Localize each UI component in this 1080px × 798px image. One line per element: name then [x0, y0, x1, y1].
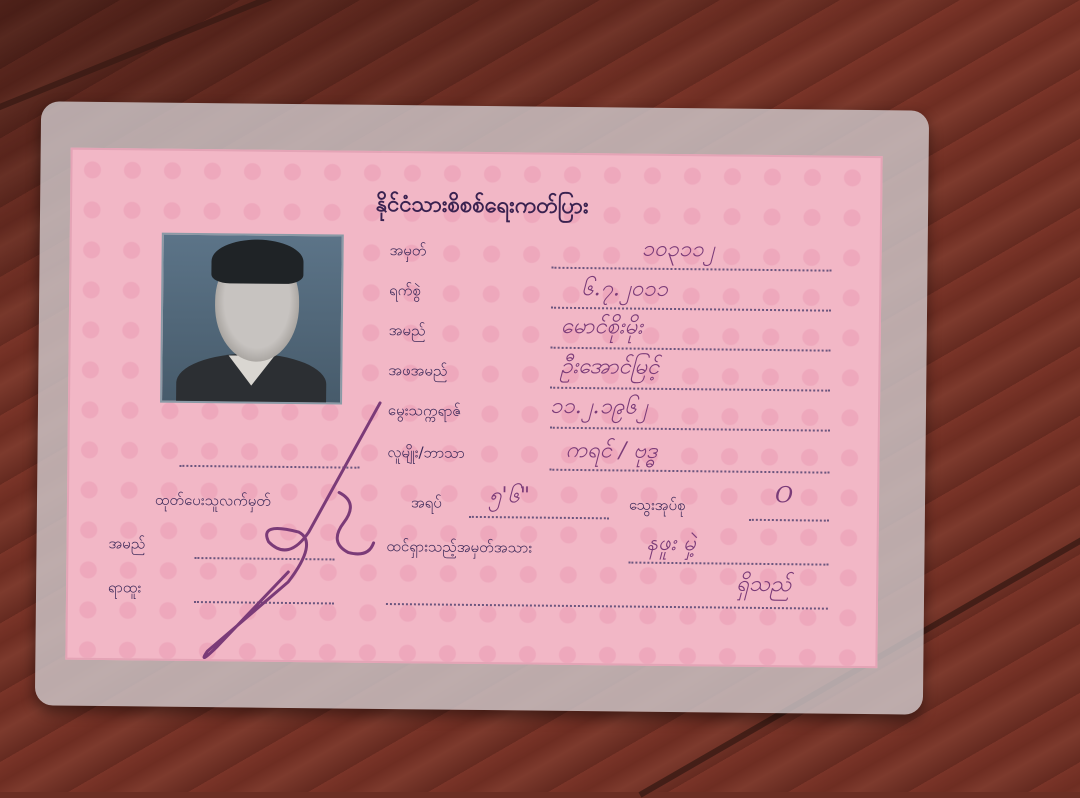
photo-hair [211, 239, 303, 284]
card-title: နိုင်ငံသားစိစစ်ရေးကတ်ပြား [302, 188, 662, 225]
date-label: ရက်စွဲ [389, 281, 421, 303]
distinctive-mark-dots [628, 562, 828, 566]
id-photo [160, 233, 344, 405]
distinctive-mark-value: နဖူး မှဲ့ [646, 528, 695, 562]
number-value: ၁၀၃၁၁၂ [641, 234, 714, 268]
height-value: ၅'၆" [489, 480, 530, 513]
issuer-name-label: အမည် [108, 534, 145, 556]
father-name-label: အဖအမည် [388, 361, 447, 384]
birth-date-label: မွေးသက္ကရာဇ် [388, 401, 462, 424]
height-dots [469, 516, 609, 519]
race-religion-dots [549, 469, 829, 474]
distinctive-mark-label: ထင်ရှားသည့်အမှတ်အသား [386, 537, 532, 561]
blood-group-value: O [775, 483, 793, 508]
father-name-value: ဦးအောင်မြင့် [560, 351, 659, 385]
name-label: အမည် [389, 321, 426, 343]
citizenship-scrutiny-card [65, 148, 882, 668]
blood-group-dots [749, 519, 829, 522]
blood-group-label: သွေးအုပ်စု [629, 496, 686, 519]
date-value: ၆.၇.၂၀၁၁ [581, 273, 668, 307]
race-religion-label: လူမျိုး/ဘာသာ [387, 443, 465, 466]
birth-date-dots [550, 427, 830, 432]
number-dots [551, 267, 831, 272]
distinctive-mark-value-2: ရှိသည် [736, 569, 792, 603]
handwritten-signature [167, 391, 420, 668]
bottom-blank-dots [386, 603, 828, 610]
number-label: အမှတ် [390, 241, 427, 263]
name-value: မောင်စိုးမိုး [561, 311, 643, 345]
height-label: အရပ် [411, 493, 442, 515]
race-religion-value: ကရင် / ဗုဒ္ဓ [565, 435, 657, 469]
issuer-signature-label: ထုတ်ပေးသူလက်မှတ် [155, 491, 271, 514]
issuer-rank-label: ရာထူး [108, 578, 141, 600]
plastic-sleeve [35, 101, 929, 714]
birth-date-value: ၁၁.၂.၁၉၆၂ [550, 391, 648, 425]
